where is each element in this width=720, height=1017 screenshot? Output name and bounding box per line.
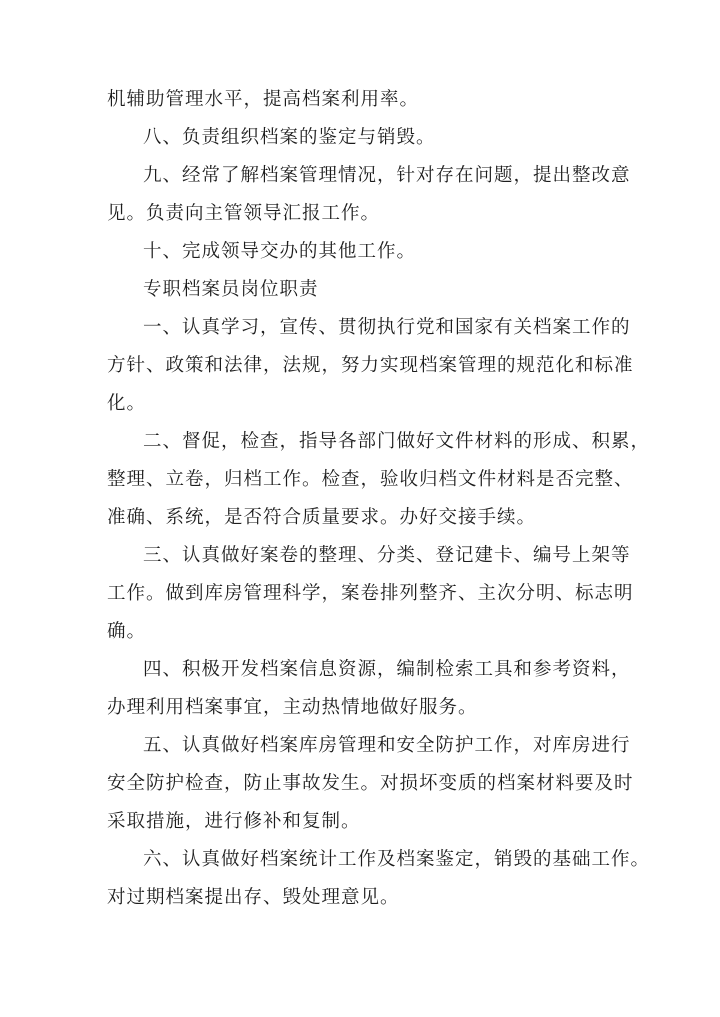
text-line: 八、负责组织档案的鉴定与销毁。 bbox=[143, 127, 436, 148]
text-line: 方针、政策和法律，法规，努力实现档案管理的规范化和标准 bbox=[107, 355, 634, 376]
text-line: 采取措施，进行修补和复制。 bbox=[107, 811, 361, 832]
text-line: 机辅助管理水平，提高档案利用率。 bbox=[107, 89, 420, 110]
text-line: 确。 bbox=[107, 621, 147, 642]
text-line: 化。 bbox=[107, 393, 147, 414]
text-line: 一、认真学习，宣传、贯彻执行党和国家有关档案工作的 bbox=[143, 317, 631, 338]
text-line: 九、经常了解档案管理情况，针对存在问题，提出整改意 bbox=[143, 165, 631, 186]
text-line: 二、督促，检查，指导各部门做好文件材料的形成、积累， bbox=[143, 431, 651, 452]
text-line: 六、认真做好档案统计工作及档案鉴定，销毁的基础工作。 bbox=[143, 849, 651, 870]
text-line: 对过期档案提出存、毁处理意见。 bbox=[107, 887, 400, 908]
text-line: 三、认真做好案卷的整理、分类、登记建卡、编号上架等 bbox=[143, 545, 631, 566]
text-line: 安全防护检查，防止事故发生。对损坏变质的档案材料要及时 bbox=[107, 773, 634, 794]
text-line: 见。负责向主管领导汇报工作。 bbox=[107, 203, 381, 224]
text-line: 工作。做到库房管理科学，案卷排列整齐、主次分明、标志明 bbox=[107, 583, 634, 604]
text-line: 办理利用档案事宜，主动热情地做好服务。 bbox=[107, 697, 478, 718]
text-line: 五、认真做好档案库房管理和安全防护工作，对库房进行 bbox=[143, 735, 631, 756]
text-line: 准确、系统，是否符合质量要求。办好交接手续。 bbox=[107, 507, 537, 528]
text-line: 十、完成领导交办的其他工作。 bbox=[143, 241, 417, 262]
text-line: 四、积极开发档案信息资源，编制检索工具和参考资料， bbox=[143, 659, 631, 680]
section-heading: 专职档案员岗位职责 bbox=[143, 279, 319, 300]
text-line: 整理、立卷，归档工作。检查，验收归档文件材料是否完整、 bbox=[107, 469, 634, 490]
